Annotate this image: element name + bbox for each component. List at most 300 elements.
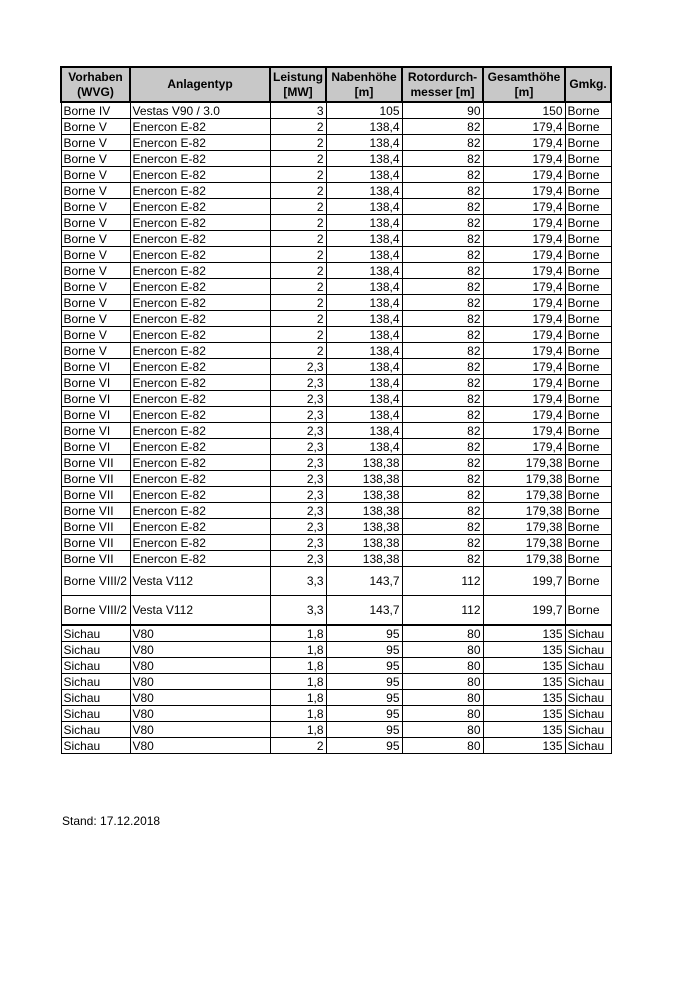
vorhaben-cell: Borne VIII/2 — [61, 567, 130, 596]
rotordurchmesser-cell: 82 — [402, 215, 483, 231]
nabenhoehe-cell: 95 — [326, 674, 402, 690]
vorhaben-cell: Sichau — [61, 738, 130, 754]
vorhaben-cell: Borne V — [61, 343, 130, 359]
gesamthoehe-cell: 179,4 — [483, 151, 565, 167]
table-row — [61, 343, 611, 359]
anlagentyp-cell: Enercon E-82 — [130, 535, 270, 551]
table-row — [61, 391, 611, 407]
nabenhoehe-cell: 138,38 — [326, 535, 402, 551]
anlagentyp-cell: Enercon E-82 — [130, 471, 270, 487]
nabenhoehe-cell: 138,4 — [326, 375, 402, 391]
rotordurchmesser-cell: 82 — [402, 311, 483, 327]
rotordurchmesser-cell: 82 — [402, 183, 483, 199]
table-row — [61, 455, 611, 471]
rotordurchmesser-cell: 112 — [402, 596, 483, 626]
leistung-cell: 2 — [270, 263, 326, 279]
vorhaben-cell: Borne V — [61, 247, 130, 263]
anlagentyp-cell: Enercon E-82 — [130, 487, 270, 503]
vorhaben-cell: Borne VI — [61, 423, 130, 439]
nabenhoehe-cell: 138,38 — [326, 519, 402, 535]
gesamthoehe-cell: 199,7 — [483, 567, 565, 596]
gesamthoehe-cell: 150 — [483, 102, 565, 119]
leistung-cell: 2 — [270, 279, 326, 295]
gesamthoehe-cell: 135 — [483, 658, 565, 674]
leistung-cell: 2 — [270, 343, 326, 359]
gesamthoehe-cell: 179,4 — [483, 279, 565, 295]
leistung-cell: 2,3 — [270, 455, 326, 471]
gmkg-cell: Borne — [565, 343, 611, 359]
table-row — [61, 327, 611, 343]
rotordurchmesser-cell: 82 — [402, 199, 483, 215]
anlagentyp-cell: Vesta V112 — [130, 567, 270, 596]
gmkg-cell: Sichau — [565, 738, 611, 754]
gmkg-cell: Sichau — [565, 658, 611, 674]
gmkg-cell: Borne — [565, 503, 611, 519]
vorhaben-cell: Borne V — [61, 215, 130, 231]
vorhaben-cell: Borne VIII/2 — [61, 596, 130, 626]
gesamthoehe-cell: 135 — [483, 625, 565, 642]
gesamthoehe-cell: 179,38 — [483, 551, 565, 567]
table-row — [61, 359, 611, 375]
leistung-cell: 2 — [270, 135, 326, 151]
rotordurchmesser-cell: 80 — [402, 738, 483, 754]
leistung-cell: 2 — [270, 183, 326, 199]
table-row — [61, 263, 611, 279]
rotordurchmesser-cell: 82 — [402, 423, 483, 439]
nabenhoehe-cell: 138,38 — [326, 471, 402, 487]
table-row — [61, 119, 611, 135]
leistung-cell: 2,3 — [270, 439, 326, 455]
rotordurchmesser-cell: 82 — [402, 439, 483, 455]
vorhaben-cell: Borne V — [61, 151, 130, 167]
gmkg-cell: Borne — [565, 327, 611, 343]
vorhaben-cell: Borne V — [61, 279, 130, 295]
rotordurchmesser-cell: 82 — [402, 231, 483, 247]
table-row — [61, 167, 611, 183]
gesamthoehe-cell: 179,4 — [483, 359, 565, 375]
gesamthoehe-cell: 179,38 — [483, 471, 565, 487]
wind-turbine-table — [60, 66, 612, 754]
gesamthoehe-cell: 179,4 — [483, 263, 565, 279]
vorhaben-cell: Borne VII — [61, 455, 130, 471]
table-row — [61, 567, 611, 596]
rotordurchmesser-cell: 82 — [402, 343, 483, 359]
vorhaben-cell: Borne VII — [61, 519, 130, 535]
gmkg-cell: Borne — [565, 455, 611, 471]
gmkg-cell: Borne — [565, 199, 611, 215]
gmkg-cell: Borne — [565, 439, 611, 455]
gmkg-cell: Borne — [565, 119, 611, 135]
leistung-cell: 2,3 — [270, 375, 326, 391]
table-row — [61, 423, 611, 439]
rotordurchmesser-cell: 80 — [402, 625, 483, 642]
anlagentyp-cell: Enercon E-82 — [130, 455, 270, 471]
rotordurchmesser-cell: 112 — [402, 567, 483, 596]
leistung-cell: 3,3 — [270, 596, 326, 626]
nabenhoehe-cell: 138,4 — [326, 407, 402, 423]
table-row — [61, 471, 611, 487]
table-row — [61, 407, 611, 423]
gesamthoehe-cell: 179,4 — [483, 391, 565, 407]
rotordurchmesser-cell: 82 — [402, 375, 483, 391]
vorhaben-cell: Borne V — [61, 295, 130, 311]
anlagentyp-cell: V80 — [130, 690, 270, 706]
nabenhoehe-cell: 138,4 — [326, 151, 402, 167]
gesamthoehe-cell: 179,38 — [483, 455, 565, 471]
gesamthoehe-cell: 135 — [483, 642, 565, 658]
gesamthoehe-cell: 179,4 — [483, 439, 565, 455]
vorhaben-cell: Borne VI — [61, 391, 130, 407]
anlagentyp-cell: Enercon E-82 — [130, 183, 270, 199]
vorhaben-cell: Sichau — [61, 642, 130, 658]
header-leistung: Leistung [MW] — [270, 67, 326, 102]
vorhaben-cell: Borne VII — [61, 535, 130, 551]
vorhaben-cell: Borne V — [61, 183, 130, 199]
table-row — [61, 215, 611, 231]
gmkg-cell: Borne — [565, 215, 611, 231]
anlagentyp-cell: Enercon E-82 — [130, 279, 270, 295]
anlagentyp-cell: Enercon E-82 — [130, 439, 270, 455]
gesamthoehe-cell: 179,38 — [483, 487, 565, 503]
table-row — [61, 295, 611, 311]
nabenhoehe-cell: 138,4 — [326, 183, 402, 199]
table-row — [61, 135, 611, 151]
gesamthoehe-cell: 179,4 — [483, 119, 565, 135]
anlagentyp-cell: V80 — [130, 642, 270, 658]
leistung-cell: 2 — [270, 151, 326, 167]
table-row — [61, 279, 611, 295]
rotordurchmesser-cell: 90 — [402, 102, 483, 119]
leistung-cell: 1,8 — [270, 625, 326, 642]
gmkg-cell: Borne — [565, 311, 611, 327]
gmkg-cell: Borne — [565, 167, 611, 183]
anlagentyp-cell: Enercon E-82 — [130, 135, 270, 151]
leistung-cell: 2,3 — [270, 359, 326, 375]
leistung-cell: 2 — [270, 215, 326, 231]
nabenhoehe-cell: 138,4 — [326, 295, 402, 311]
table-row — [61, 596, 611, 626]
anlagentyp-cell: Enercon E-82 — [130, 391, 270, 407]
anlagentyp-cell: Enercon E-82 — [130, 119, 270, 135]
gesamthoehe-cell: 179,4 — [483, 247, 565, 263]
gmkg-cell: Borne — [565, 279, 611, 295]
vorhaben-cell: Borne VI — [61, 407, 130, 423]
vorhaben-cell: Borne V — [61, 231, 130, 247]
nabenhoehe-cell: 138,4 — [326, 391, 402, 407]
table-row — [61, 102, 611, 119]
nabenhoehe-cell: 143,7 — [326, 567, 402, 596]
gmkg-cell: Borne — [565, 359, 611, 375]
anlagentyp-cell: Enercon E-82 — [130, 247, 270, 263]
vorhaben-cell: Sichau — [61, 690, 130, 706]
anlagentyp-cell: Enercon E-82 — [130, 199, 270, 215]
nabenhoehe-cell: 138,38 — [326, 551, 402, 567]
rotordurchmesser-cell: 82 — [402, 471, 483, 487]
nabenhoehe-cell: 95 — [326, 722, 402, 738]
vorhaben-cell: Sichau — [61, 625, 130, 642]
gmkg-cell: Borne — [565, 519, 611, 535]
leistung-cell: 2,3 — [270, 407, 326, 423]
nabenhoehe-cell: 95 — [326, 625, 402, 642]
table-row — [61, 231, 611, 247]
vorhaben-cell: Borne V — [61, 327, 130, 343]
rotordurchmesser-cell: 80 — [402, 642, 483, 658]
leistung-cell: 3,3 — [270, 567, 326, 596]
gmkg-cell: Borne — [565, 487, 611, 503]
gmkg-cell: Sichau — [565, 722, 611, 738]
gesamthoehe-cell: 179,4 — [483, 199, 565, 215]
nabenhoehe-cell: 138,4 — [326, 423, 402, 439]
leistung-cell: 1,8 — [270, 722, 326, 738]
vorhaben-cell: Sichau — [61, 722, 130, 738]
anlagentyp-cell: V80 — [130, 706, 270, 722]
nabenhoehe-cell: 95 — [326, 690, 402, 706]
leistung-cell: 2,3 — [270, 519, 326, 535]
leistung-cell: 1,8 — [270, 706, 326, 722]
gmkg-cell: Borne — [565, 183, 611, 199]
leistung-cell: 2,3 — [270, 535, 326, 551]
rotordurchmesser-cell: 82 — [402, 151, 483, 167]
nabenhoehe-cell: 95 — [326, 706, 402, 722]
rotordurchmesser-cell: 82 — [402, 503, 483, 519]
leistung-cell: 2,3 — [270, 391, 326, 407]
leistung-cell: 1,8 — [270, 690, 326, 706]
leistung-cell: 2 — [270, 327, 326, 343]
leistung-cell: 2 — [270, 231, 326, 247]
nabenhoehe-cell: 138,4 — [326, 247, 402, 263]
anlagentyp-cell: Enercon E-82 — [130, 167, 270, 183]
leistung-cell: 2 — [270, 199, 326, 215]
table-row — [61, 311, 611, 327]
leistung-cell: 2 — [270, 167, 326, 183]
anlagentyp-cell: Enercon E-82 — [130, 375, 270, 391]
rotordurchmesser-cell: 82 — [402, 359, 483, 375]
rotordurchmesser-cell: 80 — [402, 658, 483, 674]
header-vorhaben: Vorhaben (WVG) — [61, 67, 130, 102]
gmkg-cell: Borne — [565, 423, 611, 439]
vorhaben-cell: Borne V — [61, 311, 130, 327]
anlagentyp-cell: Enercon E-82 — [130, 231, 270, 247]
vorhaben-cell: Borne V — [61, 199, 130, 215]
table-row — [61, 706, 611, 722]
nabenhoehe-cell: 138,4 — [326, 311, 402, 327]
gmkg-cell: Borne — [565, 247, 611, 263]
rotordurchmesser-cell: 82 — [402, 407, 483, 423]
anlagentyp-cell: V80 — [130, 722, 270, 738]
anlagentyp-cell: V80 — [130, 658, 270, 674]
leistung-cell: 2 — [270, 311, 326, 327]
nabenhoehe-cell: 138,4 — [326, 119, 402, 135]
table-row — [61, 151, 611, 167]
rotordurchmesser-cell: 82 — [402, 279, 483, 295]
gesamthoehe-cell: 135 — [483, 722, 565, 738]
gesamthoehe-cell: 179,4 — [483, 343, 565, 359]
anlagentyp-cell: Enercon E-82 — [130, 295, 270, 311]
table-row — [61, 551, 611, 567]
gesamthoehe-cell: 135 — [483, 674, 565, 690]
gmkg-cell: Borne — [565, 151, 611, 167]
vorhaben-cell: Borne VI — [61, 439, 130, 455]
vorhaben-cell: Borne VI — [61, 359, 130, 375]
table-row — [61, 519, 611, 535]
nabenhoehe-cell: 138,38 — [326, 487, 402, 503]
rotordurchmesser-cell: 80 — [402, 674, 483, 690]
leistung-cell: 2 — [270, 738, 326, 754]
nabenhoehe-cell: 138,4 — [326, 135, 402, 151]
nabenhoehe-cell: 138,4 — [326, 231, 402, 247]
leistung-cell: 2 — [270, 295, 326, 311]
gmkg-cell: Borne — [565, 135, 611, 151]
table-row — [61, 199, 611, 215]
rotordurchmesser-cell: 80 — [402, 706, 483, 722]
vorhaben-cell: Borne V — [61, 119, 130, 135]
table-row — [61, 375, 611, 391]
rotordurchmesser-cell: 82 — [402, 263, 483, 279]
rotordurchmesser-cell: 82 — [402, 455, 483, 471]
gesamthoehe-cell: 135 — [483, 706, 565, 722]
rotordurchmesser-cell: 82 — [402, 247, 483, 263]
table-row — [61, 674, 611, 690]
table-row — [61, 738, 611, 754]
rotordurchmesser-cell: 82 — [402, 551, 483, 567]
gmkg-cell: Borne — [565, 407, 611, 423]
vorhaben-cell: Sichau — [61, 706, 130, 722]
leistung-cell: 2,3 — [270, 487, 326, 503]
gmkg-cell: Borne — [565, 295, 611, 311]
nabenhoehe-cell: 138,4 — [326, 343, 402, 359]
leistung-cell: 2 — [270, 247, 326, 263]
rotordurchmesser-cell: 82 — [402, 167, 483, 183]
vorhaben-cell: Borne VII — [61, 503, 130, 519]
anlagentyp-cell: V80 — [130, 674, 270, 690]
anlagentyp-cell: Enercon E-82 — [130, 311, 270, 327]
leistung-cell: 2,3 — [270, 551, 326, 567]
gesamthoehe-cell: 135 — [483, 738, 565, 754]
gesamthoehe-cell: 179,4 — [483, 167, 565, 183]
table-row — [61, 722, 611, 738]
rotordurchmesser-cell: 82 — [402, 487, 483, 503]
gesamthoehe-cell: 199,7 — [483, 596, 565, 626]
table-row — [61, 658, 611, 674]
leistung-cell: 2,3 — [270, 503, 326, 519]
vorhaben-cell: Sichau — [61, 658, 130, 674]
gmkg-cell: Sichau — [565, 642, 611, 658]
rotordurchmesser-cell: 82 — [402, 391, 483, 407]
table-row — [61, 247, 611, 263]
vorhaben-cell: Borne VII — [61, 471, 130, 487]
rotordurchmesser-cell: 82 — [402, 295, 483, 311]
nabenhoehe-cell: 95 — [326, 738, 402, 754]
gesamthoehe-cell: 179,4 — [483, 183, 565, 199]
rotordurchmesser-cell: 80 — [402, 690, 483, 706]
gmkg-cell: Borne — [565, 375, 611, 391]
rotordurchmesser-cell: 82 — [402, 135, 483, 151]
vorhaben-cell: Borne IV — [61, 102, 130, 119]
header-anlagentyp: Anlagentyp — [130, 67, 270, 102]
nabenhoehe-cell: 95 — [326, 642, 402, 658]
anlagentyp-cell: Enercon E-82 — [130, 423, 270, 439]
header-gesamthoehe: Gesamthöhe [m] — [483, 67, 565, 102]
table-row — [61, 439, 611, 455]
gmkg-cell: Borne — [565, 391, 611, 407]
header-rotordurchmesser: Rotordurch- messer [m] — [402, 67, 483, 102]
gesamthoehe-cell: 179,4 — [483, 215, 565, 231]
nabenhoehe-cell: 138,4 — [326, 215, 402, 231]
gesamthoehe-cell: 179,38 — [483, 519, 565, 535]
nabenhoehe-cell: 143,7 — [326, 596, 402, 626]
gesamthoehe-cell: 179,4 — [483, 311, 565, 327]
gmkg-cell: Borne — [565, 102, 611, 119]
table-row — [61, 625, 611, 642]
gmkg-cell: Sichau — [565, 674, 611, 690]
table-row — [61, 503, 611, 519]
gesamthoehe-cell: 179,38 — [483, 535, 565, 551]
gmkg-cell: Borne — [565, 471, 611, 487]
nabenhoehe-cell: 138,4 — [326, 279, 402, 295]
leistung-cell: 1,8 — [270, 674, 326, 690]
gesamthoehe-cell: 179,4 — [483, 375, 565, 391]
anlagentyp-cell: Enercon E-82 — [130, 215, 270, 231]
vorhaben-cell: Sichau — [61, 674, 130, 690]
table-row — [61, 535, 611, 551]
nabenhoehe-cell: 138,4 — [326, 167, 402, 183]
anlagentyp-cell: Vestas V90 / 3.0 — [130, 102, 270, 119]
gesamthoehe-cell: 179,4 — [483, 135, 565, 151]
leistung-cell: 3 — [270, 102, 326, 119]
table-row — [61, 183, 611, 199]
nabenhoehe-cell: 138,38 — [326, 455, 402, 471]
gmkg-cell: Sichau — [565, 625, 611, 642]
gmkg-cell: Borne — [565, 551, 611, 567]
gmkg-cell: Sichau — [565, 690, 611, 706]
vorhaben-cell: Borne V — [61, 135, 130, 151]
nabenhoehe-cell: 138,4 — [326, 439, 402, 455]
gesamthoehe-cell: 179,4 — [483, 231, 565, 247]
header-nabenhoehe: Nabenhöhe [m] — [326, 67, 402, 102]
gmkg-cell: Borne — [565, 596, 611, 626]
anlagentyp-cell: V80 — [130, 625, 270, 642]
vorhaben-cell: Borne V — [61, 263, 130, 279]
table-row — [61, 642, 611, 658]
nabenhoehe-cell: 105 — [326, 102, 402, 119]
leistung-cell: 2 — [270, 119, 326, 135]
leistung-cell: 1,8 — [270, 642, 326, 658]
nabenhoehe-cell: 95 — [326, 658, 402, 674]
rotordurchmesser-cell: 80 — [402, 722, 483, 738]
gesamthoehe-cell: 179,4 — [483, 295, 565, 311]
anlagentyp-cell: Vesta V112 — [130, 596, 270, 626]
vorhaben-cell: Borne VII — [61, 551, 130, 567]
vorhaben-cell: Borne V — [61, 167, 130, 183]
vorhaben-cell: Borne VI — [61, 375, 130, 391]
rotordurchmesser-cell: 82 — [402, 327, 483, 343]
nabenhoehe-cell: 138,38 — [326, 503, 402, 519]
gmkg-cell: Sichau — [565, 706, 611, 722]
header-row — [61, 67, 611, 102]
gesamthoehe-cell: 179,38 — [483, 503, 565, 519]
anlagentyp-cell: Enercon E-82 — [130, 407, 270, 423]
leistung-cell: 2,3 — [270, 471, 326, 487]
nabenhoehe-cell: 138,4 — [326, 359, 402, 375]
anlagentyp-cell: Enercon E-82 — [130, 551, 270, 567]
stand-date: Stand: 17.12.2018 — [62, 814, 161, 828]
leistung-cell: 2,3 — [270, 423, 326, 439]
table-row — [61, 690, 611, 706]
anlagentyp-cell: Enercon E-82 — [130, 151, 270, 167]
anlagentyp-cell: Enercon E-82 — [130, 503, 270, 519]
nabenhoehe-cell: 138,4 — [326, 327, 402, 343]
header-gmkg: Gmkg. — [565, 67, 611, 102]
